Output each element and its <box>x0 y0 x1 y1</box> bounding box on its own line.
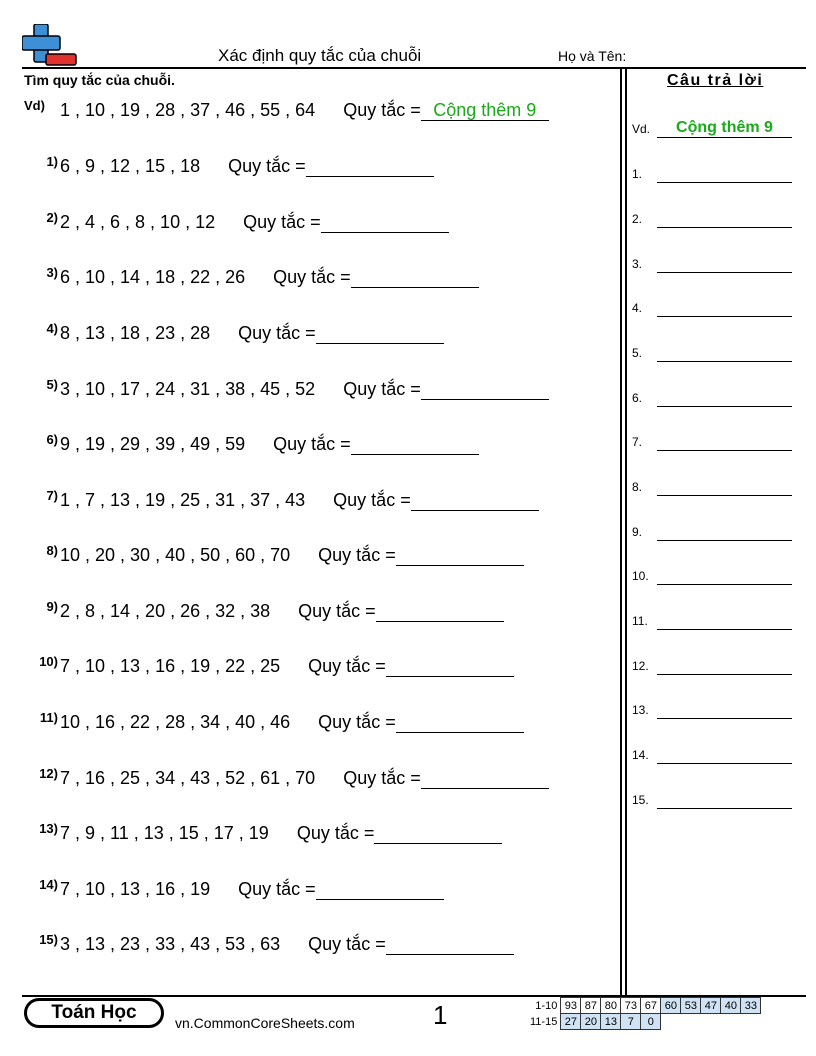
answer-key-line[interactable] <box>657 540 792 541</box>
problem-sequence: 10 , 16 , 22 , 28 , 34 , 40 , 46 <box>60 712 291 732</box>
problem-sequence: 6 , 10 , 14 , 18 , 22 , 26 <box>60 267 246 287</box>
problem-sequence: 9 , 19 , 29 , 39 , 49 , 59 <box>60 434 246 454</box>
problem-item <box>24 323 444 347</box>
problem-number: 5) <box>46 377 58 392</box>
problem-number: 8) <box>46 543 58 558</box>
plus-minus-logo-icon <box>22 24 78 68</box>
problem-number: 12) <box>39 766 58 781</box>
problem-number: 7) <box>46 488 58 503</box>
example-sequence: 1 , 10 , 19 , 28 , 37 , 46 , 55 , 64 <box>60 100 316 120</box>
answer-key-line[interactable] <box>657 584 792 585</box>
answer-key-line[interactable] <box>657 450 792 451</box>
score-cell: 7 <box>621 1014 641 1030</box>
score-cell: 93 <box>561 998 581 1014</box>
score-row <box>528 1014 761 1030</box>
answer-key-line[interactable] <box>657 808 792 809</box>
problem-number: 10) <box>39 654 58 669</box>
answer-key-number: 8. <box>632 480 643 494</box>
rule-label: Quy tắc = <box>318 545 396 565</box>
answer-key-line[interactable] <box>657 763 792 764</box>
problem-item <box>24 267 479 291</box>
answer-key-example <box>632 118 792 138</box>
problem-sequence: 2 , 4 , 6 , 8 , 10 , 12 <box>60 212 216 232</box>
top-divider <box>22 67 806 69</box>
problem-number: 6) <box>46 432 58 447</box>
answer-key-row <box>632 431 792 451</box>
rule-label: Quy tắc = <box>343 379 421 399</box>
answer-key-number: 12. <box>632 659 649 673</box>
rule-label: Quy tắc = <box>333 490 411 510</box>
answer-blank[interactable] <box>421 768 549 789</box>
rule-label: Quy tắc = <box>238 323 316 343</box>
problem-sequence: 3 , 10 , 17 , 24 , 31 , 38 , 45 , 52 <box>60 379 316 399</box>
problem-item <box>24 379 549 403</box>
answer-key-row <box>632 565 792 585</box>
problem-item <box>24 490 539 514</box>
rule-label: Quy tắc = <box>273 434 351 454</box>
score-cell: 20 <box>581 1014 601 1030</box>
answer-blank[interactable] <box>321 212 449 233</box>
answer-key-line[interactable] <box>657 718 792 719</box>
answer-key-number: 3. <box>632 257 643 271</box>
answer-key-line[interactable] <box>657 406 792 407</box>
answer-key-number: 6. <box>632 391 643 405</box>
answer-blank[interactable] <box>396 545 524 566</box>
problem-number: 3) <box>46 265 58 280</box>
answer-blank[interactable] <box>316 879 444 900</box>
problem-item <box>24 545 524 569</box>
answer-key-number: 9. <box>632 525 643 539</box>
answer-blank[interactable] <box>351 267 479 288</box>
problem-item <box>24 934 514 958</box>
score-cell: 33 <box>741 998 761 1014</box>
answer-key-row <box>632 476 792 496</box>
answer-key-number: 2. <box>632 212 643 226</box>
problem-number: 13) <box>39 821 58 836</box>
answer-key-row <box>632 789 792 809</box>
problem-item <box>24 712 524 736</box>
example-problem <box>24 100 549 124</box>
answer-blank[interactable] <box>376 601 504 622</box>
example-answer-blank: Cộng thêm 9 <box>421 100 549 121</box>
answer-key-number: 7. <box>632 435 643 449</box>
score-row-label: 11-15 <box>530 1015 558 1028</box>
score-cell: 27 <box>561 1014 581 1030</box>
answer-blank[interactable] <box>411 490 539 511</box>
column-divider-left <box>620 67 622 997</box>
instruction-text: Tìm quy tắc của chuỗi. <box>24 72 175 88</box>
problem-sequence: 8 , 13 , 18 , 23 , 28 <box>60 323 211 343</box>
problem-number: 15) <box>39 932 58 947</box>
brand-logo: Toán Học <box>24 998 164 1028</box>
answer-key-number: 14. <box>632 748 649 762</box>
answer-blank[interactable] <box>386 934 514 955</box>
answer-key-number: 4. <box>632 301 643 315</box>
answer-blank[interactable] <box>374 823 502 844</box>
answer-key-line[interactable] <box>657 316 792 317</box>
answer-key-row <box>632 253 792 273</box>
problem-number: 2) <box>46 210 58 225</box>
score-cell: 87 <box>581 998 601 1014</box>
answer-key-number: 5. <box>632 346 643 360</box>
answer-key-example-label: Vd. <box>632 122 651 136</box>
problem-item <box>24 879 444 903</box>
problem-sequence: 7 , 9 , 11 , 13 , 15 , 17 , 19 <box>60 823 269 843</box>
site-url: vn.CommonCoreSheets.com <box>175 1015 355 1031</box>
answer-key-number: 10. <box>632 569 649 583</box>
rule-label: Quy tắc = <box>228 156 306 176</box>
answer-key-line[interactable] <box>657 674 792 675</box>
answer-key-row <box>632 342 792 362</box>
problem-sequence: 3 , 13 , 23 , 33 , 43 , 53 , 63 <box>60 934 281 954</box>
answer-key-line[interactable] <box>657 227 792 228</box>
problem-item <box>24 823 502 847</box>
score-cell: 0 <box>641 1014 661 1030</box>
problem-number: 14) <box>39 877 58 892</box>
answer-key-row <box>632 610 792 630</box>
problem-item <box>24 156 434 180</box>
name-label: Họ và Tên: <box>558 48 627 64</box>
score-cell: 67 <box>641 998 661 1014</box>
score-row-label: 1-10 <box>535 999 558 1012</box>
answer-key-row <box>632 208 792 228</box>
answer-key-row <box>632 744 792 764</box>
rule-label: Quy tắc = <box>296 823 375 843</box>
rule-label: Quy tắc = <box>243 212 321 232</box>
answer-key-line[interactable] <box>657 361 792 362</box>
answer-key-line[interactable] <box>657 182 792 183</box>
answer-blank[interactable] <box>316 323 444 344</box>
answer-blank[interactable] <box>421 379 549 400</box>
score-cell: 60 <box>661 998 681 1014</box>
score-table <box>528 997 761 1030</box>
problem-sequence: 7 , 16 , 25 , 34 , 43 , 52 , 61 , 70 <box>60 768 316 788</box>
score-cell: 53 <box>681 998 701 1014</box>
page-number: 1 <box>433 1000 448 1030</box>
score-cell: 47 <box>701 998 721 1014</box>
score-cell: 73 <box>621 998 641 1014</box>
answer-blank[interactable] <box>396 712 524 733</box>
answer-key-number: 11. <box>632 614 648 628</box>
problem-number: 1) <box>46 154 58 169</box>
answer-key-number: 13. <box>632 703 649 717</box>
answer-key-line[interactable] <box>657 495 792 496</box>
problem-sequence: 7 , 10 , 13 , 16 , 19 <box>60 879 211 899</box>
answer-key-title: Câu trả lời <box>667 72 764 89</box>
rule-label: Quy tắc = <box>238 879 316 899</box>
problem-number: 9) <box>46 599 58 614</box>
problem-sequence: 6 , 9 , 12 , 15 , 18 <box>60 156 201 176</box>
example-label: Vd) <box>24 98 45 113</box>
problem-sequence: 10 , 20 , 30 , 40 , 50 , 60 , 70 <box>60 545 291 565</box>
answer-key-row <box>632 655 792 675</box>
score-cell: 13 <box>601 1014 621 1030</box>
answer-blank[interactable] <box>306 156 434 177</box>
rule-label: Quy tắc = <box>308 934 386 954</box>
problem-item <box>24 601 504 625</box>
problem-item <box>24 768 549 792</box>
rule-label: Quy tắc = <box>343 768 421 788</box>
worksheet-title: Xác định quy tắc của chuỗi <box>218 46 422 65</box>
rule-label: Quy tắc = <box>298 601 376 621</box>
score-cell: 40 <box>721 998 741 1014</box>
answer-blank[interactable] <box>351 434 479 455</box>
answer-key-row <box>632 297 792 317</box>
score-row <box>528 998 761 1014</box>
rule-label: Quy tắc = <box>343 100 421 120</box>
answer-key-row <box>632 521 792 541</box>
answer-key-number: 1. <box>632 167 643 181</box>
problem-number: 11) <box>39 710 58 725</box>
answer-key-row <box>632 699 792 719</box>
rule-label: Quy tắc = <box>308 656 386 676</box>
rule-label: Quy tắc = <box>273 267 351 287</box>
score-cell: 80 <box>601 998 621 1014</box>
rule-label: Quy tắc = <box>318 712 396 732</box>
answer-key-line[interactable] <box>657 629 792 630</box>
problem-sequence: 2 , 8 , 14 , 20 , 26 , 32 , 38 <box>60 601 271 621</box>
problem-sequence: 7 , 10 , 13 , 16 , 19 , 22 , 25 <box>60 656 281 676</box>
answer-key-number: 15. <box>632 793 649 807</box>
problem-item <box>24 656 514 680</box>
problem-number: 4) <box>46 321 58 336</box>
answer-blank[interactable] <box>386 656 514 677</box>
answer-key-example-answer: Cộng thêm 9 <box>657 119 792 138</box>
column-divider-right <box>625 67 627 997</box>
answer-key-row <box>632 163 792 183</box>
problem-sequence: 1 , 7 , 13 , 19 , 25 , 31 , 37 , 43 <box>60 490 306 510</box>
problem-item <box>24 212 449 236</box>
answer-key-line[interactable] <box>657 272 792 273</box>
answer-key-row <box>632 387 792 407</box>
problem-item <box>24 434 479 458</box>
